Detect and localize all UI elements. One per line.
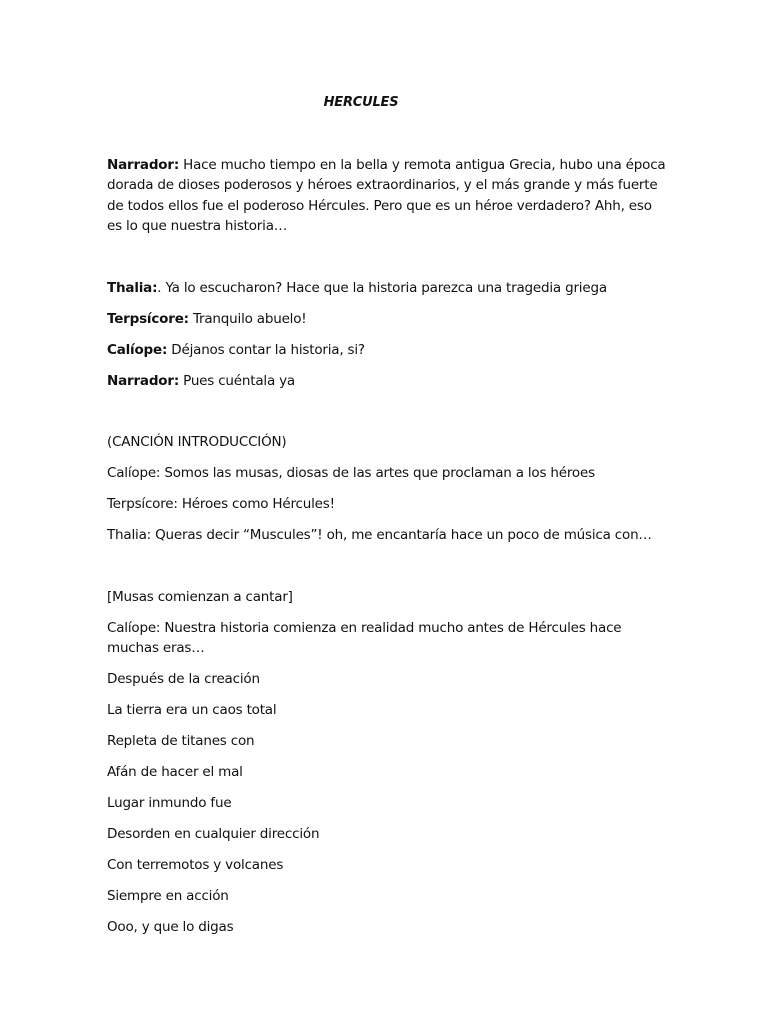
spacer (107, 814, 667, 825)
spacer (107, 114, 667, 155)
lyric-line: Afán de hacer el mal (107, 764, 243, 780)
intro-text: Hace mucho tiempo en la bella y remota antigua Grecia, hubo una época dorada de dioses poderosos y héroes extraordinarios, y el más grande y más fuerte de todos ellos fue el poderoso Hércules. Pero que es un héroe verdadero? Ahh, eso es lo que nuestra historia… (107, 156, 666, 234)
speaker-label: Narrador: (107, 372, 180, 389)
spacer (107, 783, 667, 794)
speaker-label: Terpsícore: (107, 310, 189, 327)
lyric-line: Con terremotos y volcanes (107, 857, 284, 873)
document-title: HERCULES (323, 95, 399, 110)
spacer (107, 907, 667, 918)
spacer (107, 659, 667, 670)
spacer (107, 360, 667, 371)
song-opening: Calíope: Nuestra historia comienza en realidad mucho antes de Hércules hace muchas eras… (107, 619, 622, 656)
dialogue-line (107, 340, 667, 361)
spacer (107, 453, 667, 464)
song-intro-line: Thalia: Queras decir “Muscules”! oh, me encantaría hace un poco de música con… (107, 527, 652, 543)
speaker-label: Thalia: (107, 279, 158, 296)
spacer (107, 690, 667, 701)
spacer (107, 721, 667, 732)
speaker-label: Calíope: (107, 341, 168, 358)
dialogue-line (107, 309, 667, 330)
dialogue-line (107, 371, 667, 392)
dialogue-text: . Ya lo escucharon? Hace que la historia parezca una tragedia griega (157, 279, 607, 296)
lyric-line: Lugar inmundo fue (107, 795, 232, 811)
lyric-line: Ooo, y que lo digas (107, 919, 234, 935)
lyric-line: Desorden en cualquier dirección (107, 826, 320, 842)
dialogue-text: Déjanos contar la historia, si? (167, 341, 365, 358)
spacer (107, 752, 667, 763)
spacer (107, 546, 667, 587)
dialogue-line (107, 278, 667, 299)
speaker-label: Narrador: (107, 156, 180, 173)
lyric-line: Repleta de titanes con (107, 733, 255, 749)
spacer (107, 876, 667, 887)
spacer (107, 845, 667, 856)
spacer (107, 329, 667, 340)
song-heading: [Musas comienzan a cantar] (107, 588, 293, 605)
song-intro-line: Calíope: Somos las musas, diosas de las artes que proclaman a los héroes (107, 465, 595, 481)
lyric-line: Siempre en acción (107, 888, 229, 904)
dialogue-text: Tranquilo abuelo! (188, 310, 307, 327)
spacer (107, 391, 667, 432)
lyric-line: La tierra era un caos total (107, 702, 277, 718)
dialogue-text: Pues cuéntala ya (179, 372, 295, 389)
document-body (107, 93, 667, 938)
spacer (107, 515, 667, 526)
intro-paragraph (107, 155, 667, 237)
lyric-line: Después de la creación (107, 671, 260, 687)
spacer (107, 484, 667, 495)
song-intro-line: Terpsícore: Héroes como Hércules! (107, 496, 335, 512)
spacer (107, 298, 667, 309)
spacer (107, 607, 667, 618)
spacer (107, 237, 667, 278)
song-intro-heading: (CANCIÓN INTRODUCCIÓN) (107, 434, 287, 450)
